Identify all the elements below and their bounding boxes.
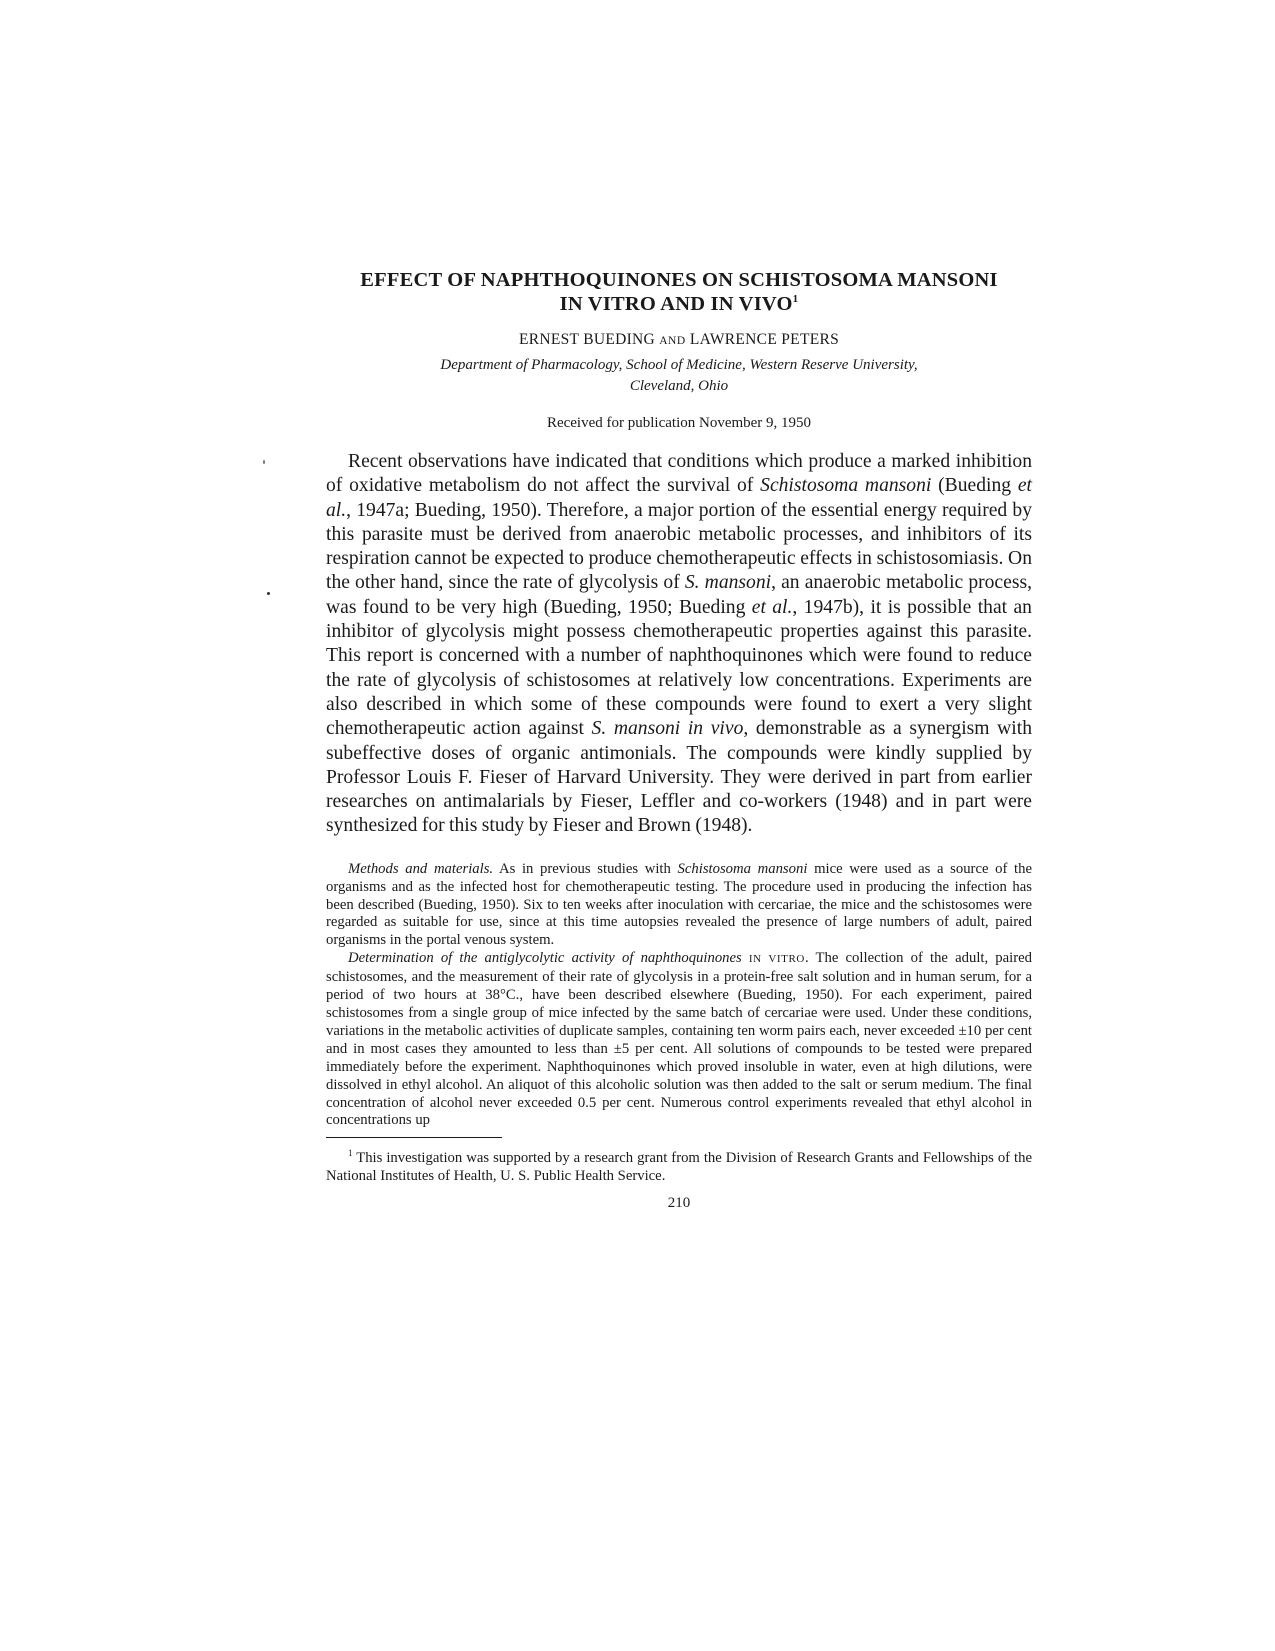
affiliation (326, 355, 1032, 397)
article-page (326, 268, 1032, 1212)
title-line-2: IN VITRO AND IN VIVO (559, 293, 793, 315)
abstract-paragraph (326, 450, 1032, 839)
abstract-italic: Schistosoma mansoni (760, 475, 932, 497)
methods-text: mice were used as a source of the organisms and as the infected host for chemotherapeutic testing. The procedure used in producing the infection has been described (Bueding, 1950). Six to ten weeks after inoculation with cercariae, the mice and the schistosomes were regarded as suitable for use, since at this time autopsies revealed the presence of large numbers of adult, paired organisms in the portal venous system. (326, 860, 1032, 949)
author-joiner: AND (659, 335, 686, 347)
footnote (326, 1149, 1032, 1185)
abstract-text: Recent observations have indicated that conditions which produce a marked inhibition of oxidative metabolism do not affect the survival of (326, 451, 1032, 497)
author-1: ERNEST BUEDING (518, 331, 656, 348)
determination-heading: Determination of the antiglycolytic activity of naphthoquinones (348, 950, 742, 967)
body-section (326, 861, 1032, 1131)
abstract-italic: S. mansoni in vivo (591, 718, 744, 740)
title-footnote-mark: 1 (792, 293, 799, 306)
methods-paragraph (326, 861, 1032, 951)
abstract-text: , 1947a; Bueding, 1950). Therefore, a major portion of the essential energy required by this parasite must be derived from anaerobic metabolic processes, and inhibitors of its respiration cannot be expected to produce chemotherapeutic effects in schistosomiasis. On the other hand, since the rate of glycolysis of (326, 499, 1032, 594)
abstract-text: , an anaerobic metabolic process, was found to be very high (Bueding, 1950; Bueding (326, 572, 1032, 618)
abstract-italic: et al. (326, 475, 1032, 521)
affiliation-line-1: Department of Pharmacology, School of Medicine, Western Reserve University, (440, 357, 918, 373)
determination-smallcaps: IN VITRO (748, 953, 805, 966)
abstract-text: , 1947b), it is possible that an inhibitor of glycolysis might possess chemotherapeutic properties against this parasite. This report is concerned with a number of naphthoquinones which were found to reduce the rate of glycolysis of schistosomes at relatively low concentrations. Experiments are also described in which some of these compounds were found to exert a very slight chemotherapeutic action against (326, 596, 1032, 740)
page-number: 210 (667, 1195, 691, 1212)
methods-text: As in previous studies with (493, 860, 678, 877)
author-line (326, 331, 1032, 349)
methods-heading: Methods and materials. (348, 860, 494, 877)
footnote-mark: 1 (348, 1148, 353, 1159)
determination-text: . The collection of the adult, paired schistosomes, and the measurement of their rate of glycolysis in a protein-free salt solution and in human serum, for a period of two hours at 38°C., have been described elsewhere (Bueding, 1950). For each experiment, paired schistosomes from a single group of mice infected by the same batch of cercariae were used. Under these conditions, variations in the metabolic activities of duplicate samples, containing ten worm pairs each, never exceeded ±10 per cent and in most cases they amounted to less than ±5 per cent. All solutions of compounds to be tested were prepared immediately before the experiment. Naphthoquinones which proved insoluble in water, even at high dilutions, were dissolved in ethyl alcohol. An aliquot of this alcoholic solution was then added to the salt or serum medium. The final concentration of alcohol never exceeded 0.5 per cent. Numerous control experiments revealed that ethyl alcohol in concentrations up (326, 950, 1033, 1129)
abstract-italic: S. mansoni (684, 572, 772, 594)
footnote-text: This investigation was supported by a research grant from the Division of Research Grants and Fellowships of the National Institutes of Health, U. S. Public Health Service. (326, 1150, 1032, 1185)
footnote-rule (326, 1137, 502, 1138)
scan-speck (267, 592, 270, 595)
article-title (326, 268, 1032, 316)
received-date: Received for publication November 9, 1950 (546, 415, 812, 431)
abstract-text: , demonstrable as a synergism with subeffective doses of organic antimonials. The compounds were kindly supplied by Professor Louis F. Fieser of Harvard University. They were derived in part from earlier researches on antimalarials by Fieser, Leffler and co-workers (1948) and in part were synthesized for this study by Fieser and Brown (1948). (326, 718, 1032, 837)
scan-speck (263, 460, 265, 464)
determination-paragraph (326, 950, 1032, 1130)
abstract-italic: et al. (751, 596, 793, 618)
author-2: LAWRENCE PETERS (689, 331, 840, 348)
affiliation-line-2: Cleveland, Ohio (629, 378, 729, 394)
abstract-text: (Bueding (931, 475, 1018, 497)
methods-italic: Schistosoma mansoni (677, 860, 808, 877)
title-line-1: EFFECT OF NAPHTHOQUINONES ON SCHISTOSOMA MANSONI (360, 269, 998, 291)
